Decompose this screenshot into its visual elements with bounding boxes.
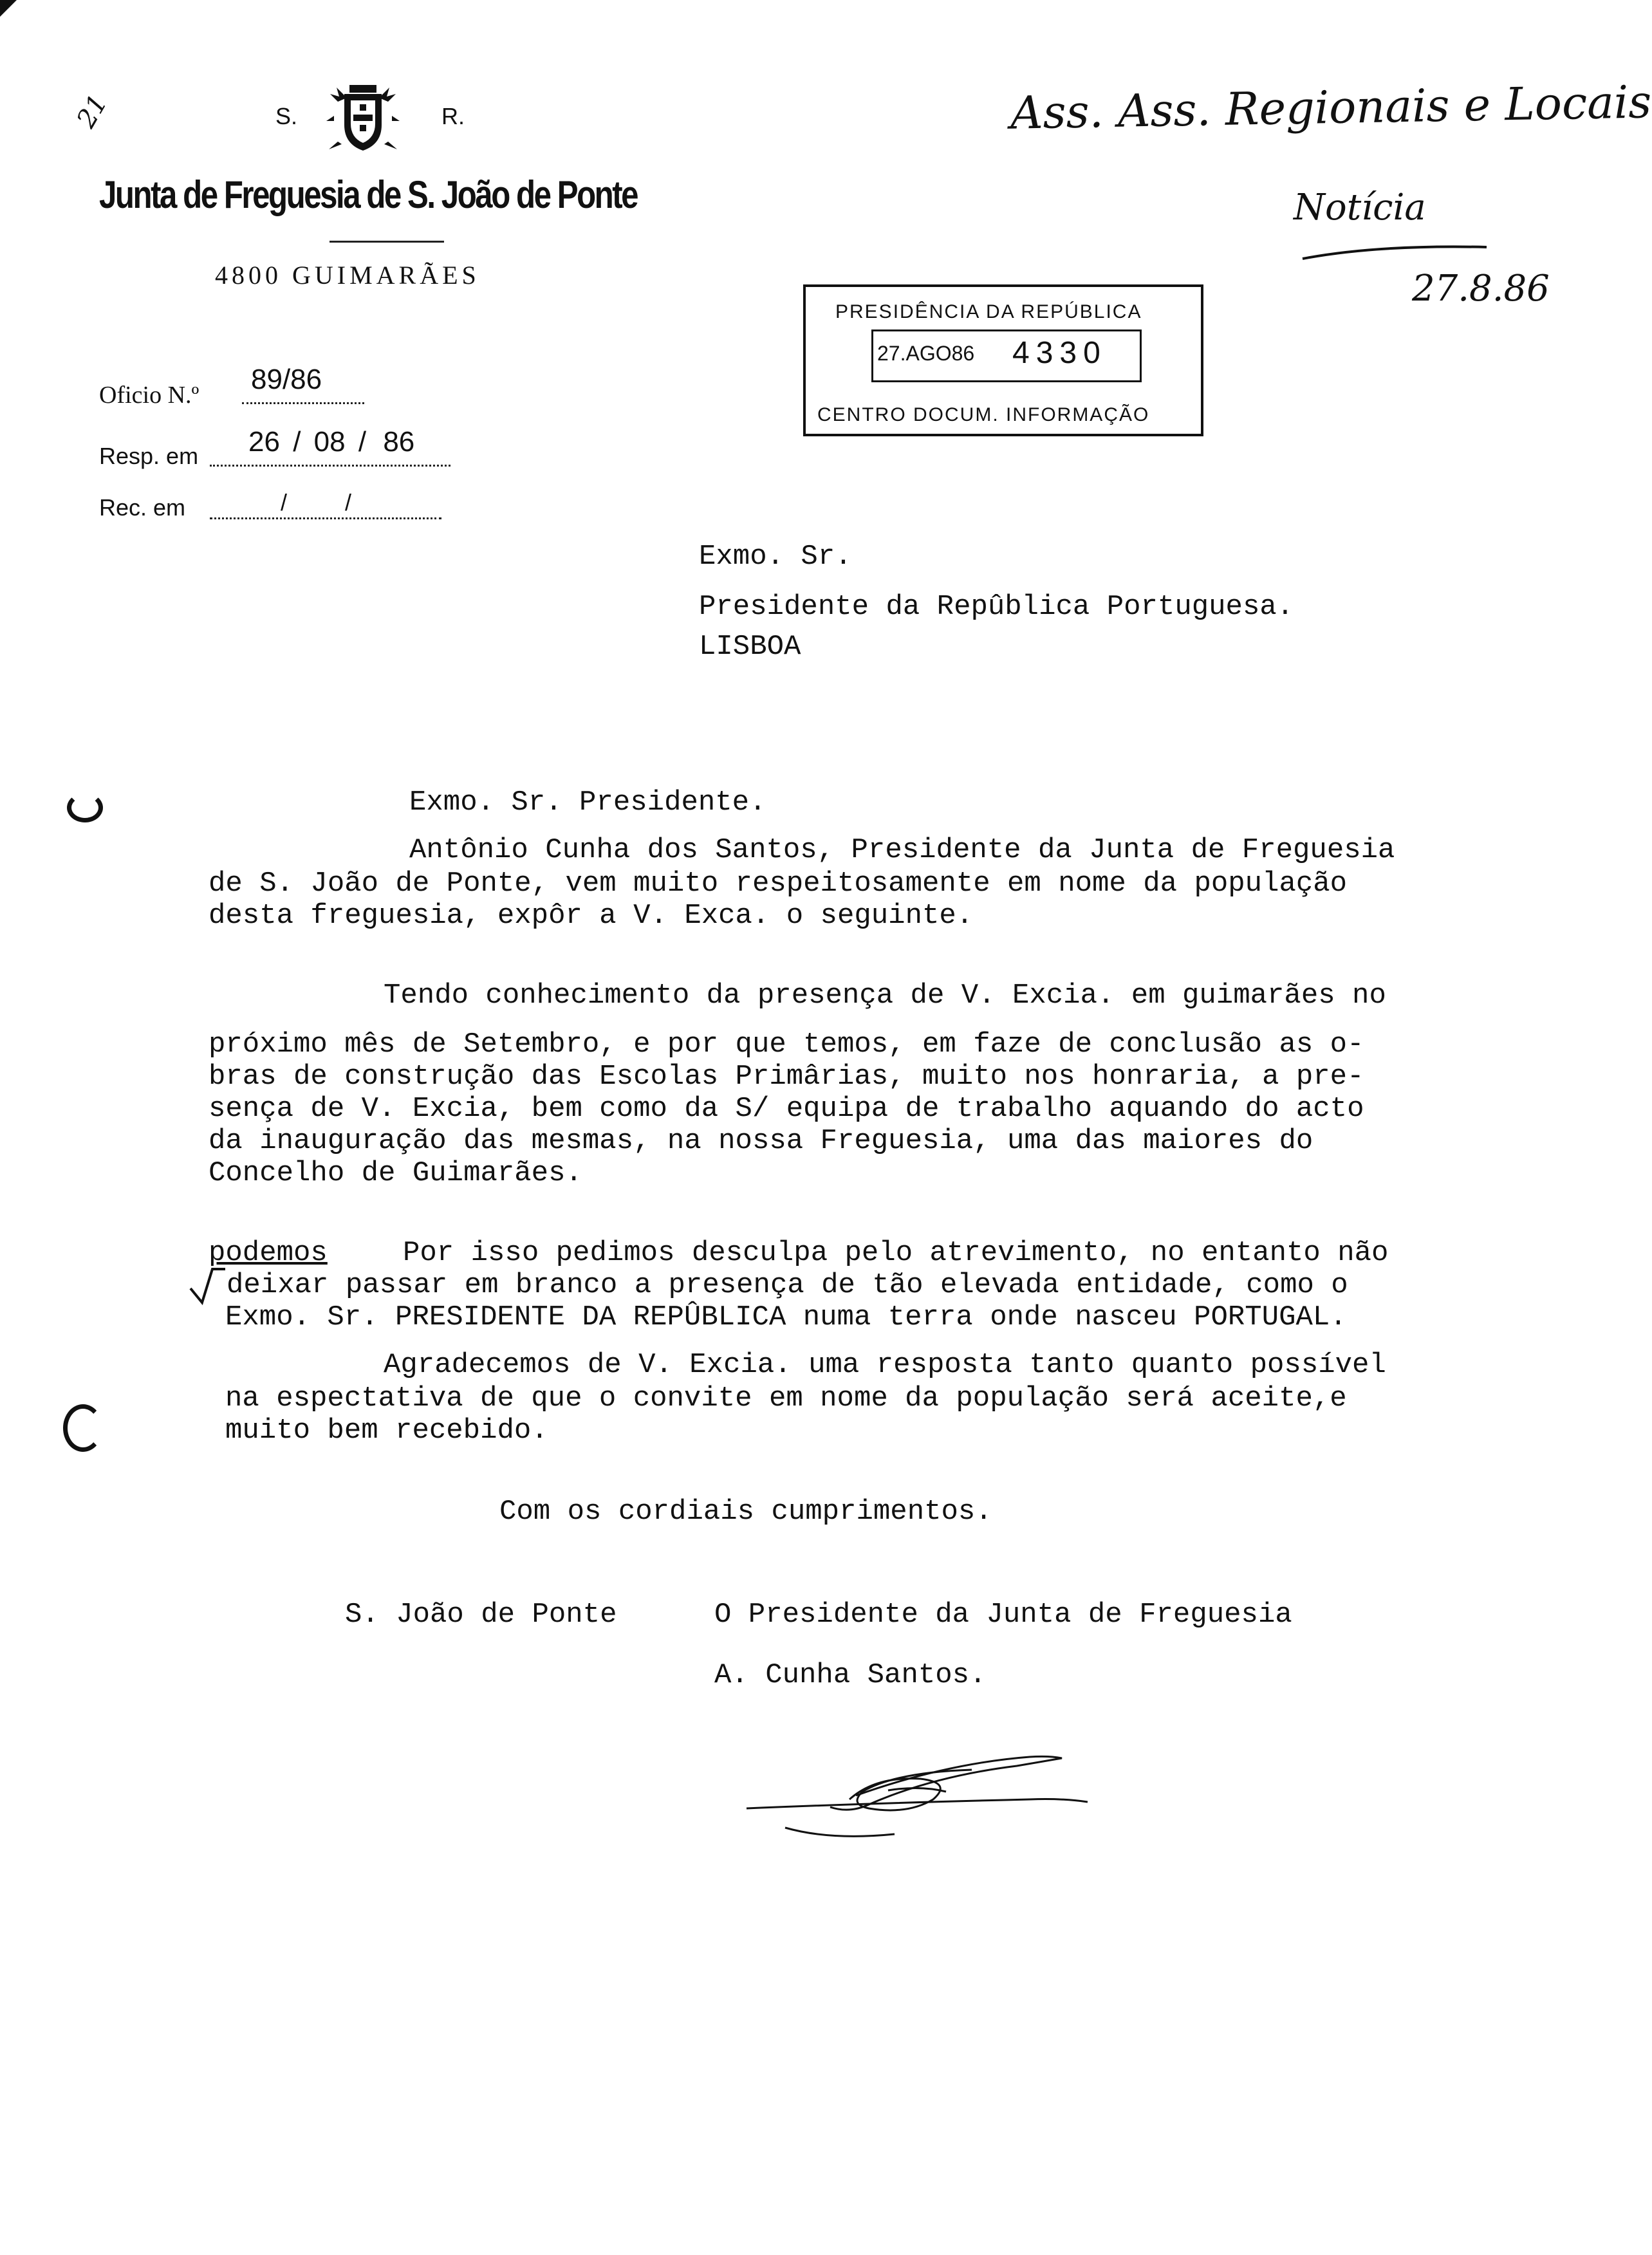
paragraph2-line1: Tendo conhecimento da presença de V. Excia. em guimarães no [384,979,1386,1012]
handwritten-underline [1300,238,1493,264]
handwritten-signature [740,1738,1100,1853]
corner-mark [0,0,17,17]
paragraph1-line2: de S. João de Ponte, vem muito respeitosamente em nome da população [209,868,1348,900]
paragraph1-line3: desta freguesia, expôr a V. Exca. o seguinte. [209,900,974,932]
paragraph4-line3: muito bem recebido. [225,1415,548,1447]
resp-sep2: / [358,426,367,458]
paragraph4-line1: Agradecemos de V. Excia. uma resposta tanto quanto possível [384,1349,1386,1381]
addressee-line3: LISBOA [699,631,801,663]
stamp-number: 4330 [1012,336,1107,370]
rec-date [210,489,441,519]
stamp-date: 27.AGO86 [877,342,975,365]
paragraph2-line2: próximo mês de Setembro, e por que temos, em faze de conclusão as o- [209,1028,1364,1061]
signature-title: O Presidente da Junta de Freguesia [714,1599,1292,1631]
closing: Com os cordiais cumprimentos. [499,1496,992,1528]
paragraph2-line3: bras de construção das Escolas Primârias, muito nos honraria, a pre- [209,1061,1364,1093]
rec-value: / / [281,489,378,515]
org-name: Junta de Freguesia de S. João de Ponte [99,173,638,216]
salutation: Exmo. Sr. Presidente. [409,786,766,819]
paragraph1-line1: Antônio Cunha dos Santos, Presidente da Junta de Freguesia [409,834,1395,866]
stamp-footer: CENTRO DOCUM. INFORMAÇÃO [817,404,1150,425]
coat-of-arms-icon [325,82,401,154]
letterhead-right-initial: R. [441,103,465,129]
handwritten-note-line1: Ass. Ass. Regionais e Locais [1010,75,1652,140]
punch-hole-bottom [63,1404,103,1452]
addressee-line1: Exmo. Sr. [699,541,852,573]
paragraph3-line1: Por isso pedimos desculpa pelo atrevimento, no entanto não [403,1237,1389,1269]
stamp-inner-box [871,329,1142,382]
oficio-number [242,364,364,404]
resp-sep1: / [293,426,301,458]
stamp-title: PRESIDÊNCIA DA REPÚBLICA [835,301,1142,322]
paragraph2-line5: da inauguração das mesmas, na nossa Freguesia, uma das maiores do [209,1125,1313,1157]
rec-label: Rec. em [99,494,186,521]
resp-month: 08 [313,426,346,458]
paragraph4-line2: na espectativa de que o convite em nome da população será aceite,e [225,1382,1347,1415]
resp-day: 26 [248,426,280,458]
resp-label: Resp. em [99,443,199,469]
addressee-line2: Presidente da Repûblica Portuguesa. [699,591,1294,623]
letterhead-left-initial: S. [275,103,298,129]
signature-place: S. João de Ponte [345,1599,617,1631]
resp-date [210,426,450,467]
signature-name: A. Cunha Santos. [714,1659,987,1691]
paragraph3-line3: Exmo. Sr. PRESIDENTE DA REPÛBLICA numa terra onde nasceu PORTUGAL. [225,1301,1347,1333]
punch-hole-top [67,793,103,822]
paragraph3-insert: podemos [209,1237,328,1269]
paragraph2-line4: sença de V. Excia, bem como da S/ equipa de trabalho aquando do acto [209,1093,1364,1125]
reception-stamp [803,284,1203,436]
margin-mark: 21 [71,89,114,133]
oficio-number-value: 89/86 [251,364,322,395]
org-address: 4800 GUIMARÃES [215,261,480,290]
insert-mark-icon [188,1267,227,1305]
resp-year: 86 [383,426,415,458]
letterhead-rule [329,241,444,243]
paragraph3-line2: deixar passar em branco a presença de tão elevada entidade, como o [227,1269,1348,1301]
handwritten-date: 27.8.86 [1412,268,1550,310]
oficio-label: Oficio N.º [99,382,200,409]
handwritten-note-line2: Notícia [1294,187,1426,228]
paragraph2-line6: Concelho de Guimarães. [209,1157,582,1189]
